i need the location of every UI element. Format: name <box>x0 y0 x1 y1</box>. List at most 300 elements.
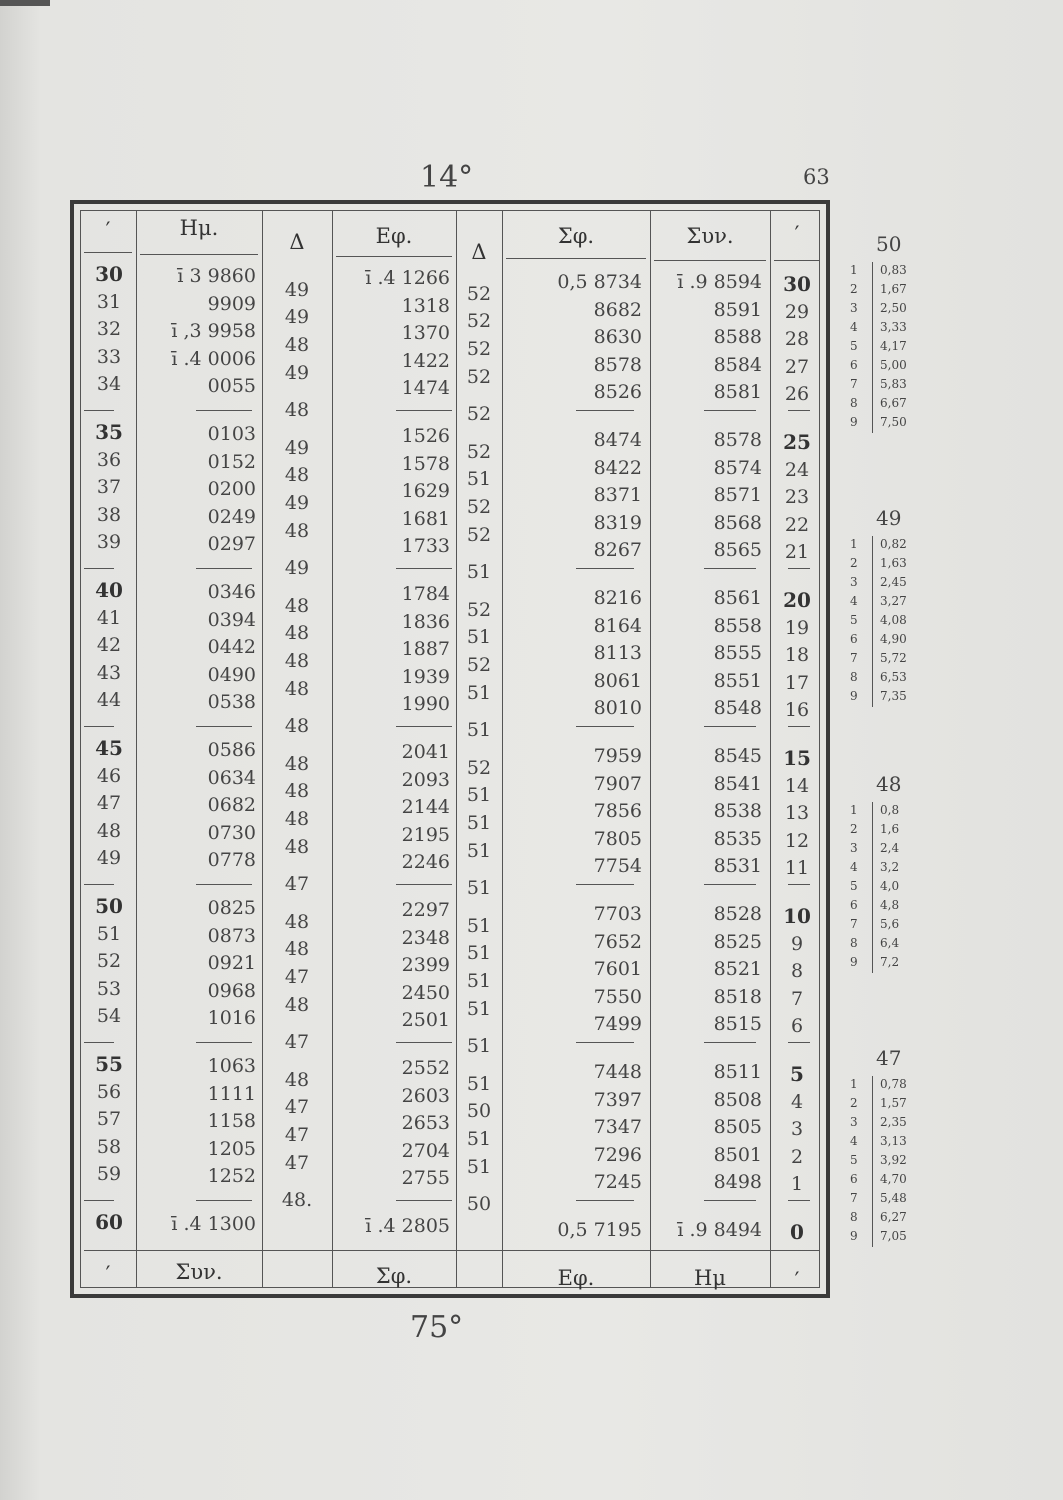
side-table-digit: 5 <box>850 879 858 893</box>
delta-sin-value: 49 <box>284 492 310 514</box>
side-table-digit: 4 <box>850 320 858 334</box>
cot-value: 7959 <box>593 745 642 767</box>
minute-right: 27 <box>784 355 810 378</box>
side-table-digit: 2 <box>850 282 858 296</box>
delta-sin-value: 48 <box>284 650 310 672</box>
delta-sin-value: 48 <box>284 519 310 542</box>
footer-cot-label: Σφ. <box>375 1264 413 1288</box>
group-rule <box>704 884 756 885</box>
cos-value: 8508 <box>713 1088 762 1111</box>
sin-value: 0490 <box>207 663 256 686</box>
cot-value: 0,5 7195 <box>557 1219 642 1241</box>
tan-value: 1474 <box>401 377 450 400</box>
minute-left: 45 <box>95 736 123 760</box>
tan-value: 2501 <box>401 1009 450 1032</box>
tan-value: 1318 <box>401 294 450 317</box>
delta-sin-value: 48 <box>284 808 310 830</box>
tan-value: 1629 <box>401 480 450 503</box>
side-table-title: 47 <box>876 1046 902 1070</box>
cos-value: ī .9 8594 <box>677 271 762 293</box>
side-table-digit: 9 <box>850 955 858 969</box>
minute-right: 29 <box>784 300 810 323</box>
minute-right: 0 <box>790 1220 804 1244</box>
side-table-digit: 1 <box>850 803 858 817</box>
sin-value: 0297 <box>207 533 256 556</box>
side-table-value: 6,4 <box>880 936 900 950</box>
side-table-digit: 6 <box>850 898 858 912</box>
tan-value: 2552 <box>401 1057 450 1079</box>
tan-value: 2450 <box>401 981 450 1004</box>
delta-sin-value: 48 <box>284 835 310 858</box>
minute-left: 33 <box>96 345 122 368</box>
group-rule <box>576 884 634 885</box>
group-rule <box>196 410 252 411</box>
delta-tan-value: 52 <box>466 338 492 360</box>
group-rule <box>704 568 756 569</box>
delta-tan-value: 51 <box>466 877 492 900</box>
delta-sin-value: 47 <box>284 873 310 896</box>
side-table-digit: 7 <box>850 917 858 931</box>
minute-left: 43 <box>96 661 122 684</box>
cot-value: 8010 <box>593 697 642 720</box>
delta-sin-value: 48 <box>284 780 310 803</box>
sin-value: 1158 <box>207 1110 256 1133</box>
cot-value: 8164 <box>593 614 642 637</box>
side-table-value: 6,53 <box>880 670 907 684</box>
side-table-title: 48 <box>876 772 902 796</box>
side-table-value: 4,17 <box>880 339 907 353</box>
tan-value: 2348 <box>401 926 450 949</box>
minute-left: 53 <box>96 977 122 1000</box>
minute-left: 40 <box>95 578 123 602</box>
cos-value: 8511 <box>713 1061 762 1083</box>
minute-right: 21 <box>784 541 810 564</box>
delta-tan-value: 51 <box>466 839 492 862</box>
delta-tan-value: 51 <box>466 914 492 937</box>
delta-tan-value: 52 <box>466 496 492 518</box>
sin-value: 0586 <box>207 739 256 761</box>
side-table-digit: 9 <box>850 689 858 703</box>
minute-left: 55 <box>95 1052 123 1076</box>
group-rule <box>396 1200 452 1201</box>
sin-value: 1252 <box>207 1165 256 1188</box>
group-rule <box>196 884 252 885</box>
cot-value: 8267 <box>593 539 642 562</box>
sin-value: ī 3 9860 <box>177 265 256 287</box>
column-divider <box>456 210 457 1288</box>
sin-value: 0538 <box>207 691 256 714</box>
side-table-digit: 1 <box>850 1077 858 1091</box>
footer-rule <box>84 1250 820 1251</box>
delta-tan-value: 52 <box>466 440 492 463</box>
side-table-value: 4,90 <box>880 632 907 646</box>
side-table-digit: 2 <box>850 1096 858 1110</box>
side-table-value: 4,70 <box>880 1172 907 1186</box>
cos-value: 8558 <box>713 614 762 637</box>
cot-value: 8113 <box>593 642 642 665</box>
delta-sin-value: 48 <box>284 677 310 700</box>
sin-value: 0825 <box>207 897 256 919</box>
delta-sin-value: 48 <box>284 399 310 422</box>
cos-value: 8561 <box>713 587 762 609</box>
side-table-value: 1,57 <box>880 1096 907 1110</box>
side-table-title: 49 <box>876 506 902 530</box>
side-table-digit: 5 <box>850 613 858 627</box>
cos-value: 8545 <box>713 745 762 767</box>
group-rule <box>704 410 756 411</box>
delta-sin-value: 47 <box>284 1031 310 1054</box>
cos-value: 8525 <box>713 930 762 953</box>
minute-right: 26 <box>784 383 810 406</box>
sin-value: ī ,3 9958 <box>171 320 256 343</box>
side-table-value: 7,50 <box>880 415 907 429</box>
side-table-value: 5,48 <box>880 1191 907 1205</box>
delta-tan-value: 51 <box>466 1155 492 1178</box>
delta-sin-value: 49 <box>284 306 310 329</box>
sin-value: 1016 <box>207 1007 256 1030</box>
side-table-digit: 9 <box>850 1229 858 1243</box>
header-rule <box>336 256 452 257</box>
tan-value: ī .4 1266 <box>365 267 450 289</box>
cos-value: 8588 <box>713 326 762 349</box>
cos-value: 8505 <box>713 1116 762 1139</box>
group-rule <box>196 726 252 727</box>
header-rule <box>654 260 766 261</box>
sin-value: 1063 <box>207 1055 256 1077</box>
cot-value: 8319 <box>593 511 642 534</box>
minute-right: 3 <box>790 1118 804 1141</box>
side-table-digit: 4 <box>850 594 858 608</box>
delta-tan-value: 52 <box>466 654 492 676</box>
minute-right: 13 <box>784 802 810 825</box>
minute-left: 59 <box>96 1163 122 1186</box>
side-table-value: 2,50 <box>880 301 907 315</box>
side-table-digit: 7 <box>850 1191 858 1205</box>
minute-left: 60 <box>95 1210 123 1234</box>
tan-value: 2704 <box>401 1139 450 1162</box>
column-divider <box>502 210 503 1288</box>
delta-tan-value: 51 <box>466 812 492 834</box>
header-rule <box>84 252 132 253</box>
cos-value: 8501 <box>713 1143 762 1166</box>
delta-tan-value: 51 <box>466 561 492 584</box>
group-rule <box>84 410 114 411</box>
delta-sin-value: 49 <box>284 361 310 384</box>
side-table-value: 5,00 <box>880 358 907 372</box>
page-corner-mark <box>0 0 50 6</box>
cot-value: 7245 <box>593 1171 642 1194</box>
minute-left: 52 <box>96 950 122 973</box>
column-divider <box>136 210 137 1288</box>
group-rule <box>84 884 114 885</box>
delta-sin-value: 47 <box>284 1096 310 1119</box>
tan-value: 2093 <box>401 768 450 791</box>
minute-left: 46 <box>96 764 122 787</box>
tan-value: 2297 <box>401 899 450 921</box>
tan-value: 1887 <box>401 638 450 661</box>
tan-value: 2399 <box>401 954 450 977</box>
minute-left: 39 <box>96 531 122 554</box>
minute-right: 24 <box>784 458 810 481</box>
sin-value: ī .4 0006 <box>171 347 256 370</box>
sin-value: 0778 <box>207 849 256 872</box>
minute-left: 31 <box>96 290 122 313</box>
header-rule <box>140 254 258 255</box>
cos-value: 8541 <box>713 772 762 795</box>
cos-value: 8498 <box>713 1171 762 1194</box>
cot-value: 7397 <box>593 1088 642 1111</box>
delta-tan-value: 51 <box>466 1035 492 1058</box>
side-table-value: 0,82 <box>880 537 907 551</box>
group-rule <box>704 1200 756 1201</box>
cos-value: 8528 <box>713 903 762 925</box>
minute-left: 54 <box>96 1005 122 1028</box>
minute-left: 35 <box>95 420 123 444</box>
sin-value: 9909 <box>207 292 256 315</box>
group-rule <box>788 1200 810 1201</box>
minute-left: 44 <box>96 689 122 712</box>
side-table-digit: 7 <box>850 651 858 665</box>
minute-right: 30 <box>783 272 811 296</box>
group-rule <box>576 726 634 727</box>
side-table-value: 3,2 <box>880 860 900 874</box>
group-rule <box>84 1200 114 1201</box>
tan-value: 1370 <box>401 322 450 345</box>
minute-right: 1 <box>790 1173 804 1196</box>
delta-tan-value: 51 <box>466 1072 492 1095</box>
side-table-value: 4,0 <box>880 879 900 893</box>
minute-right: 8 <box>790 960 804 983</box>
minute-left: 47 <box>96 792 122 815</box>
tan-value: 1784 <box>401 583 450 605</box>
header-cos: Συν. <box>686 224 734 248</box>
cot-value: 8526 <box>593 381 642 404</box>
side-table-title: 50 <box>876 232 902 256</box>
sin-value: 0249 <box>207 505 256 528</box>
delta-tan-value: 51 <box>466 784 492 807</box>
tan-value: 1733 <box>401 535 450 558</box>
side-table-digit: 8 <box>850 936 858 950</box>
sin-value: 0730 <box>207 821 256 844</box>
group-rule <box>576 568 634 569</box>
minute-right: 5 <box>790 1062 804 1086</box>
delta-sin-value: 48. <box>281 1189 313 1212</box>
tan-value: ī .4 2805 <box>365 1215 450 1237</box>
delta-tan-value: 52 <box>466 756 492 779</box>
group-rule <box>196 1200 252 1201</box>
sin-value: 0346 <box>207 581 256 603</box>
delta-sin-value: 48 <box>284 464 310 487</box>
sin-value: 0442 <box>207 636 256 659</box>
delta-tan-value: 51 <box>466 970 492 992</box>
side-table-divider <box>872 262 873 433</box>
minute-right: 2 <box>790 1145 804 1168</box>
cot-value: 7448 <box>593 1061 642 1083</box>
header-rule <box>506 258 646 259</box>
delta-tan-value: 52 <box>466 523 492 546</box>
side-table-digit: 1 <box>850 537 858 551</box>
group-rule <box>396 1042 452 1043</box>
delta-tan-value: 52 <box>466 310 492 333</box>
footer-cos-label: Συν. <box>175 1260 223 1284</box>
delta-tan-value: 51 <box>466 719 492 742</box>
side-table-value: 0,78 <box>880 1077 907 1091</box>
side-table-value: 1,67 <box>880 282 907 296</box>
minute-right: 20 <box>783 588 811 612</box>
tan-value: 1578 <box>401 452 450 475</box>
sin-value: 0634 <box>207 766 256 789</box>
delta-tan-value: 51 <box>466 942 492 965</box>
sin-value: 1205 <box>207 1137 256 1160</box>
delta-tan-value: 52 <box>466 365 492 388</box>
minute-left: 42 <box>96 634 122 657</box>
side-table-value: 7,35 <box>880 689 907 703</box>
side-table-digit: 4 <box>850 860 858 874</box>
cos-value: 8535 <box>713 827 762 850</box>
minute-right: 22 <box>784 513 810 536</box>
cot-value: 7601 <box>593 958 642 981</box>
side-table-value: 3,27 <box>880 594 907 608</box>
delta-tan-value: 52 <box>466 598 492 621</box>
group-rule <box>84 568 114 569</box>
minute-right: 9 <box>790 932 804 955</box>
tan-value: 2144 <box>401 796 450 819</box>
sin-value: 0682 <box>207 794 256 817</box>
tan-value: 1939 <box>401 665 450 688</box>
side-table-value: 2,35 <box>880 1115 907 1129</box>
delta-tan-value: 51 <box>466 468 492 491</box>
delta-sin-value: 48 <box>284 910 310 933</box>
side-table-value: 7,05 <box>880 1229 907 1243</box>
cot-value: 7550 <box>593 985 642 1008</box>
page-number: 63 <box>803 165 830 189</box>
cot-value: 8474 <box>593 429 642 451</box>
minute-left: 37 <box>96 476 122 499</box>
cot-value: 7754 <box>593 855 642 878</box>
sin-value: 0968 <box>207 979 256 1002</box>
side-table-digit: 5 <box>850 339 858 353</box>
cot-value: 8422 <box>593 456 642 479</box>
column-divider <box>332 210 333 1288</box>
tan-value: 2755 <box>401 1167 450 1190</box>
cos-value: 8565 <box>713 539 762 562</box>
delta-sin-value: 48 <box>284 993 310 1016</box>
side-table-digit: 3 <box>850 1115 858 1129</box>
cot-value: 8216 <box>593 587 642 609</box>
group-rule <box>576 1042 634 1043</box>
group-rule <box>396 726 452 727</box>
group-rule <box>788 410 810 411</box>
footer-minutes-left: ′ <box>105 1262 111 1286</box>
cos-value: 8548 <box>713 697 762 720</box>
minute-left: 34 <box>96 373 122 396</box>
delta-tan-value: 51 <box>466 681 492 704</box>
tan-value: 1836 <box>401 610 450 633</box>
delta-sin-value: 49 <box>284 436 310 459</box>
side-table-value: 3,33 <box>880 320 907 334</box>
footer-tan-label: Εφ. <box>557 1266 595 1290</box>
group-rule <box>396 884 452 885</box>
cot-value: 8630 <box>593 326 642 349</box>
group-rule <box>576 1200 634 1201</box>
side-table-digit: 2 <box>850 822 858 836</box>
delta-sin-value: 49 <box>284 278 310 301</box>
minute-right: 12 <box>784 829 810 852</box>
minute-left: 51 <box>96 922 122 945</box>
group-rule <box>788 1042 810 1043</box>
minute-right: 11 <box>784 857 810 880</box>
sin-value: 0103 <box>207 423 256 445</box>
header-delta-sin: Δ <box>289 230 305 254</box>
group-rule <box>196 1042 252 1043</box>
side-table-digit: 2 <box>850 556 858 570</box>
delta-sin-value: 47 <box>284 1124 310 1146</box>
delta-sin-value: 48 <box>284 1068 310 1091</box>
delta-sin-value: 48 <box>284 622 310 645</box>
cot-value: 7652 <box>593 930 642 953</box>
header-sin: Ημ. <box>179 216 219 240</box>
minute-right: 10 <box>783 904 811 928</box>
side-table-value: 3,13 <box>880 1134 907 1148</box>
header-delta-tan: Δ <box>471 240 487 264</box>
tan-value: 2195 <box>401 823 450 846</box>
side-table-value: 6,67 <box>880 396 907 410</box>
minute-right: 16 <box>784 699 810 722</box>
side-table-value: 5,83 <box>880 377 907 391</box>
delta-tan-value: 50 <box>466 1100 492 1123</box>
header-minutes-left: ′ <box>105 218 111 242</box>
minute-right: 23 <box>784 486 810 509</box>
cot-value: 8061 <box>593 669 642 692</box>
side-table-value: 1,6 <box>880 822 900 836</box>
sin-value: 0152 <box>207 450 256 473</box>
cos-value: 8531 <box>713 855 762 878</box>
group-rule <box>788 884 810 885</box>
tan-value: 1681 <box>401 507 450 530</box>
footer-minutes-right: ′ <box>794 1268 800 1292</box>
side-table-digit: 4 <box>850 1134 858 1148</box>
minute-left: 50 <box>95 894 123 918</box>
tan-value: 1422 <box>401 349 450 372</box>
side-table-value: 5,6 <box>880 917 900 931</box>
delta-tan-value: 50 <box>466 1193 492 1216</box>
side-table-digit: 1 <box>850 263 858 277</box>
cos-value: ī .9 8494 <box>677 1219 762 1241</box>
cos-value: 8584 <box>713 353 762 376</box>
minute-left: 38 <box>96 503 122 526</box>
side-table-digit: 6 <box>850 1172 858 1186</box>
side-table-value: 4,8 <box>880 898 900 912</box>
cos-value: 8578 <box>713 429 762 451</box>
side-table-value: 2,4 <box>880 841 900 855</box>
cos-value: 8538 <box>713 800 762 823</box>
cot-value: 7805 <box>593 827 642 850</box>
group-rule <box>84 1042 114 1043</box>
side-table-value: 4,08 <box>880 613 907 627</box>
delta-tan-value: 52 <box>466 403 492 426</box>
side-table-digit: 8 <box>850 1210 858 1224</box>
sin-value: 0055 <box>207 375 256 398</box>
group-rule <box>704 1042 756 1043</box>
minute-left: 41 <box>96 606 122 629</box>
header-cot: Σφ. <box>557 224 595 248</box>
tan-value: 2603 <box>401 1084 450 1107</box>
column-divider <box>262 210 263 1288</box>
cos-value: 8515 <box>713 1013 762 1036</box>
side-table-digit: 5 <box>850 1153 858 1167</box>
cos-value: 8574 <box>713 456 762 479</box>
cos-value: 8518 <box>713 985 762 1008</box>
